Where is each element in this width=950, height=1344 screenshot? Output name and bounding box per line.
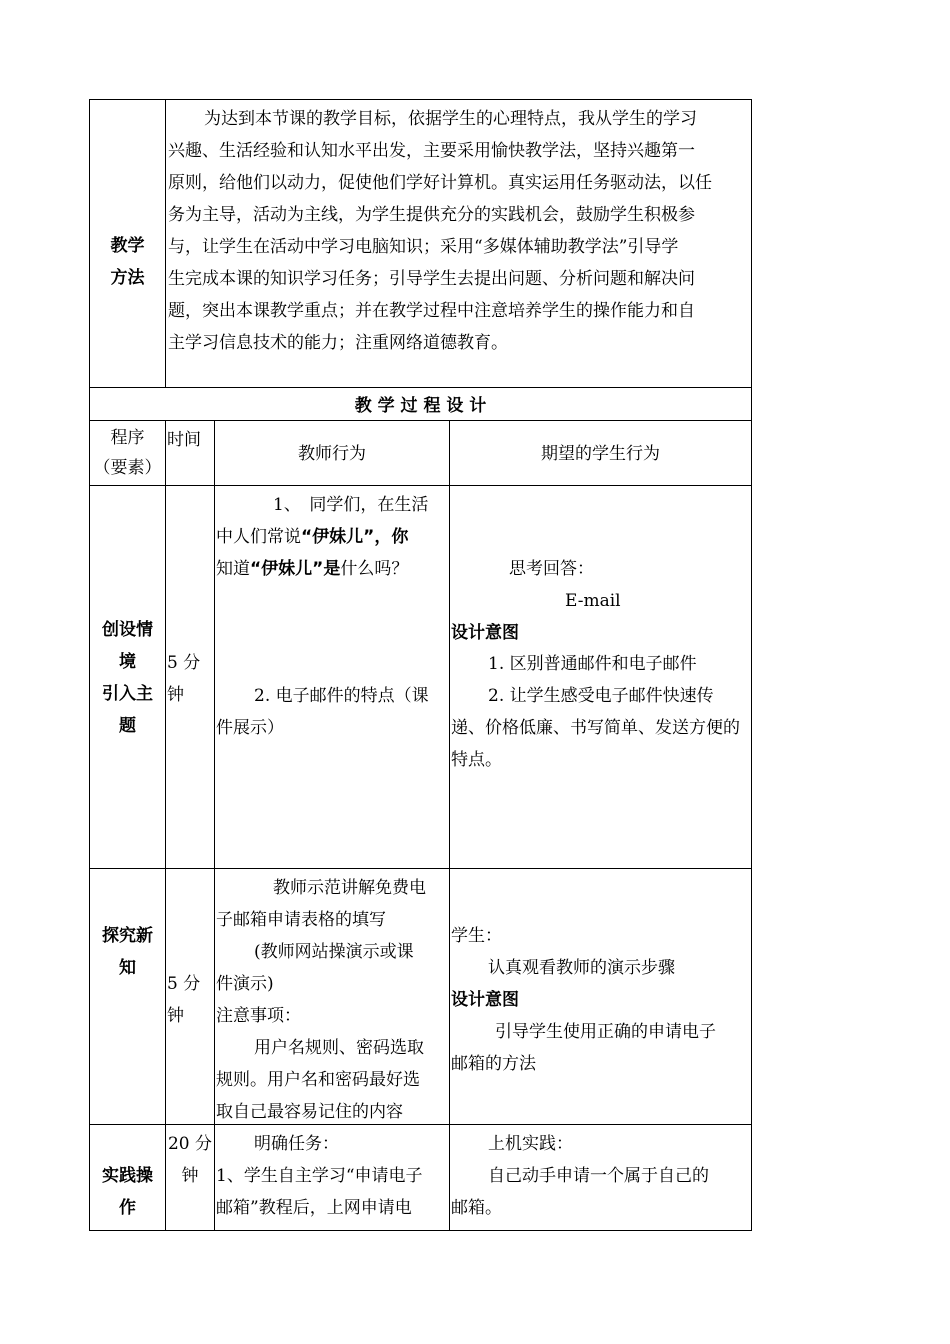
header-teacher: 教师行为 (298, 444, 366, 464)
row2-teacher-line: 教师示范讲解免费电 (273, 878, 426, 898)
column-divider (165, 420, 166, 1231)
column-divider (165, 99, 166, 388)
row1-teacher-emphasis: “伊妹儿”是 (250, 559, 341, 579)
method-line: 与，让学生在活动中学习电脑知识；采用“多媒体辅助教学法”引导学 (168, 237, 679, 257)
row3-time-line: 钟 (181, 1166, 199, 1186)
row3-program (90, 1160, 165, 1224)
table-rule (89, 1124, 752, 1125)
row2-student-line: 引导学生使用正确的申请电子 (495, 1022, 716, 1042)
method-line: 务为主导，活动为主线，为学生提供充分的实践机会，鼓励学生积极参 (168, 205, 695, 225)
table-border-right (751, 99, 752, 1231)
column-divider (214, 420, 215, 1231)
row2-teacher-line: 用户名规则、密码选取 (254, 1038, 424, 1058)
row3-teacher-line: 明确任务： (254, 1134, 339, 1154)
row1-teacher-line: 件展示） (216, 718, 284, 738)
header-program (90, 423, 165, 483)
row3-program-line: 实践操 (102, 1166, 153, 1186)
row1-teacher-text: 知道 (216, 559, 250, 579)
row1-program-line: 创设情 (102, 620, 153, 640)
row2-program-line: 探究新 (102, 926, 153, 946)
row2-student-line: 学生： (451, 926, 502, 946)
row1-teacher-emphasis: “伊妹儿”，你 (301, 527, 409, 547)
row2-program-line: 知 (119, 958, 136, 978)
row3-student-line: 邮箱。 (451, 1198, 502, 1218)
row2-teacher-line: (教师网站操演示或课 (254, 942, 414, 962)
row3-teacher-line: 邮箱”教程后，上网申请电 (216, 1198, 412, 1218)
header-student: 期望的学生行为 (541, 444, 660, 464)
table-border-bottom (89, 1230, 752, 1231)
row1-program (90, 614, 165, 742)
header-program-line1: 程序 (110, 428, 145, 448)
row2-teacher-line: 件演示) (216, 974, 274, 994)
row2-teacher-line: 注意事项： (216, 1006, 301, 1026)
column-divider (449, 420, 450, 1231)
method-label-line1: 教学 (110, 236, 145, 256)
row3-time (166, 1128, 214, 1192)
row2-time-line: 钟 (167, 1006, 184, 1026)
method-line: 兴趣、生活经验和认知水平出发，主要采用愉快教学法，坚持兴趣第一 (168, 141, 695, 161)
row1-student-line: 2. 让学生感受电子邮件快速传 (488, 686, 714, 706)
method-label-line2: 方法 (110, 268, 145, 288)
row2-time-line: 5 分 (167, 974, 201, 994)
row1-student-line: 递、价格低廉、书写简单、发送方便的 (451, 718, 740, 738)
table-rule (89, 485, 752, 486)
row2-teacher-line: 子邮箱申请表格的填写 (216, 910, 386, 930)
row1-program-line: 引入主 (102, 684, 153, 704)
row1-time-line: 5 分 (167, 653, 201, 673)
method-line: 为达到本节课的教学目标，依据学生的心理特点，我从学生的学习 (204, 109, 697, 129)
process-title: 教 学 过 程 设 计 (354, 396, 487, 416)
row2-teacher-line: 规则。用户名和密码最好选 (216, 1070, 420, 1090)
row1-student-line: 思考回答： (509, 559, 594, 579)
row1-time-line: 钟 (167, 685, 184, 705)
method-line: 题，突出本课教学重点；并在教学过程中注意培养学生的操作能力和自 (168, 301, 695, 321)
row3-program-line: 作 (119, 1198, 136, 1218)
row2-teacher-line: 取自己最容易记住的内容 (216, 1102, 403, 1122)
table-rule (89, 387, 752, 388)
row3-student-line: 自己动手申请一个属于自己的 (488, 1166, 709, 1186)
row1-student-line: 1. 区别普通邮件和电子邮件 (488, 654, 697, 674)
method-line: 生完成本课的知识学习任务；引导学生去提出问题、分析问题和解决问 (168, 269, 695, 289)
method-line: 原则，给他们以动力，促使他们学好计算机。真实运用任务驱动法，以任 (168, 173, 712, 193)
row2-program (90, 920, 165, 984)
row1-student-line: E-mail (565, 591, 621, 611)
row2-design-intent: 设计意图 (451, 990, 519, 1010)
row3-teacher-line: 1、学生自主学习“申请电子 (216, 1166, 423, 1186)
row2-student-line: 邮箱的方法 (451, 1054, 536, 1074)
row2-student-line: 认真观看教师的演示步骤 (488, 958, 675, 978)
header-program-line2: （要素） (93, 458, 162, 478)
table-border-top (89, 99, 752, 100)
header-time: 时间 (167, 430, 201, 450)
method-line: 主学习信息技术的能力；注重网络道德教育。 (168, 333, 508, 353)
row1-program-line: 境 (119, 652, 136, 672)
row1-teacher-text: 什么吗？ (340, 559, 409, 579)
table-rule (89, 868, 752, 869)
row1-teacher-line (216, 553, 408, 585)
method-label (90, 230, 165, 294)
row3-time-line: 20 分 (167, 1134, 213, 1154)
row1-teacher-line (216, 521, 408, 553)
row1-teacher-text: 中人们常说 (216, 527, 301, 547)
row1-teacher-line: 1、 同学们，在生活 (273, 495, 429, 515)
row1-design-intent: 设计意图 (451, 623, 519, 643)
row1-teacher-line: 2. 电子邮件的特点（课 (254, 686, 429, 706)
row1-program-line: 题 (119, 716, 136, 736)
row3-student-line: 上机实践： (488, 1134, 573, 1154)
row1-student-line: 特点。 (451, 750, 502, 770)
